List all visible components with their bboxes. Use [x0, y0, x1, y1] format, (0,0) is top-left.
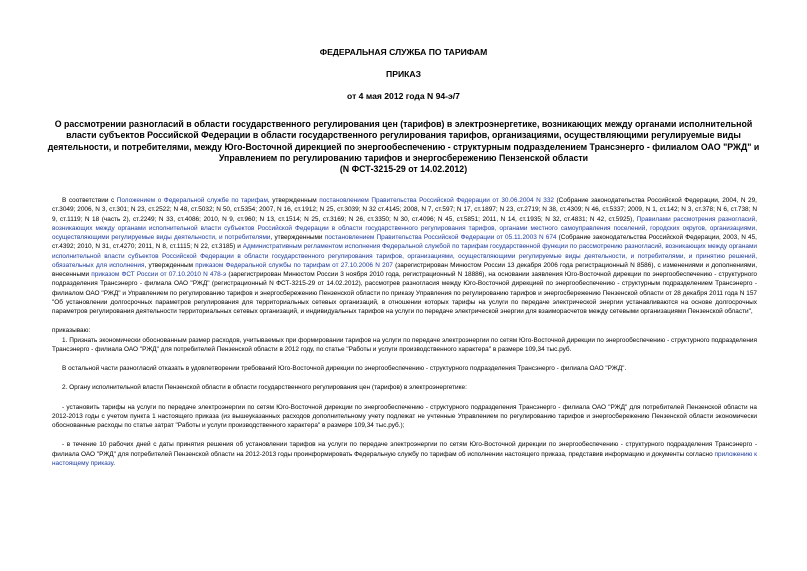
text-fragment: - в течение 10 рабочих дней с даты принятия решения об установлении тарифов на услуги по передаче электроэнергии по сетям Юго-Восточной дирекции по энергообеспечению - структурного подразделения Трансэнерго - филиала ОАО "РЖД" для потребителей Пензенской области на 2012-2013 годы проинформировать Федеральную службу по тарифам об исполнении настоящего приказа, представив информацию и документы согласно — [52, 441, 757, 458]
text-fragment: , утвержденным — [144, 261, 196, 269]
link-fst-order-478[interactable]: приказом ФСТ России от 07.10.2010 N 478-э — [91, 271, 227, 278]
link-dispute-rules[interactable]: Правилами рассмотрения разногласий, возникающих между органами исполнительной власти субъектов Российской Федерации в области государственного регулирования тарифов, органами местного самоуправления поселений, городских округов, организациями, осуществляющими регулируемые виды деятельности, и потребителями — [52, 215, 757, 241]
item-2: 2. Органу исполнительной власти Пензенской области в области государственного регулирования цен (тарифов) в электроэнергетике: — [62, 384, 467, 392]
document-title — [40, 119, 767, 175]
document-type-heading: ПРИКАЗ — [386, 69, 421, 79]
document-body — [52, 196, 757, 468]
text-fragment: (Собрание законодательства Российской Федерации, 2003, N 45, ст.4392; 2010, N 31, ст.4270; 2011, N 8, ст.1115; N 22, ст.3185) и — [52, 234, 757, 251]
order-word: приказываю: — [52, 327, 91, 335]
link-fst-regulation[interactable]: Положением о Федеральной службе по тарифам — [116, 197, 268, 204]
link-government-decree-674[interactable]: постановлением Правительства Российской Федерации от 05.11.2003 N 674 — [324, 234, 557, 241]
link-government-decree-332[interactable]: постановлением Правительства Российской Федерации от 30.06.2004 N 332 — [319, 197, 554, 204]
text-fragment: В соответствии с — [62, 197, 117, 204]
agency-heading: ФЕДЕРАЛЬНАЯ СЛУЖБА ПО ТАРИФАМ — [319, 47, 488, 57]
text-fragment: , утвержденными — [270, 234, 325, 241]
preamble-paragraph — [52, 196, 757, 316]
text-fragment: (зарегистрирован Минюстом России 3 ноября 2010 года, регистрационный N 18886), на основании заявления Юго-Восточной дирекции по энергообеспечению - структурного подразделения Трансэнерго - филиала ОАО "РЖД" (регистрационный N ФСТ-3215-29 от 14.02.2012), рассмотрев разногласия между Юго-Восточной дирекцией по энергообеспечению - структурным подразделением Трансэнерго - филиалом ОАО "РЖД" и Управлением по регулированию тарифов и энергосбережению Пензенской области по приказу Управления по регулированию тарифов и энергосбережению Пензенской области от 28 декабря 2011 года N 157 "Об установлении долгосрочных параметров регулирования для территориальных сетевых организаций, в отношении которых тарифы на услуги по передаче электрической энергии устанавливаются на основе долгосрочных параметров регулирования деятельности территориальных сетевых организаций, и индивидуальных тарифов на услуги по передаче электрической энергии для взаиморасчетов между сетевыми организациями Пензенской области", — [52, 271, 758, 315]
document-date: от 4 мая 2012 года N 94-э/7 — [347, 91, 460, 101]
text-fragment: . — [113, 459, 115, 467]
rest-rejected: В остальной части разногласий отказать в удовлетворении требований Юго-Восточной дирекции по энергообеспечению - структурного подразделения Трансэнерго - филиала ОАО "РЖД". — [62, 365, 627, 372]
link-appendix[interactable]: приложению к настоящему приказу — [52, 450, 757, 467]
title-text: О рассмотрении разногласий в области государственного регулирования цен (тарифов) в электроэнергетике, возникающих между органами исполнительной власти субъектов Российской Федерации в области государственного регулирования тарифов, организациями, осуществляющими регулируемые виды деятельности, и потребителями, между Юго-Восточной дирекцией по энергообеспечению - структурным подразделением Трансэнерго - филиалом ОАО "РЖД" и Управлением по регулированию тарифов и энергосбережению Пензенской области — [47, 119, 760, 163]
text-fragment: (Собрание законодательства Российской Федерации, 2004, N 29, ст.3049; 2006, N 3, ст.301; N 23, ст.2522; N 48, ст.5032; N 50, ст.5354; 2007, N 16, ст.1912; N 25, ст.3039; N 32 ст.4145; 2008, N 7, ст.597; N 17, ст.1897; N 23, ст.2719; N 38, ст.4309; N 46, ст.5337; 2009, N 1, ст.142; N 3, ст.378; N 6, ст.738; N 9, ст.1119; N 18 (часть 2), ст.2249; N 33, ст.4086; 2010, N 9, ст.960; N 13, ст.1514; N 25, ст.3169; N 26, ст.3350; N 30, ст.4096; N 45, ст.5851; 2011, N 14, ст.1935; N 32, ст.4831; N 42, ст.5925), — [52, 197, 757, 223]
text-fragment: , утвержденным — [267, 197, 320, 204]
item-1: 1. Признать экономически обоснованным размер расходов, учитываемых при формировании тарифов на услуги по передаче электроэнергии по сетям Юго-Восточной дирекции по энергообеспечению - структурного подразделения Трансэнерго - филиала ОАО "РЖД" для потребителей Пензенской области в 2012 году, по статье "Работы и услуги производственного характера" в размере 109,34 тыс.руб. — [52, 336, 757, 353]
link-fst-order-207[interactable]: приказом Федеральной службы по тарифам от 27.10.2006 N 207 — [195, 261, 393, 269]
item-2a: - установить тарифы на услуги по передаче электроэнергии по сетям Юго-Восточной дирекции по энергообеспечению - структурного подразделения Трансэнерго - филиала ОАО "РЖД" для потребителей Пензенской области на 2012-2013 годы с учетом пункта 1 настоящего приказа (из вышеуказанных расходов дополнительному учету подлежат не учтенные Управлением по регулированию тарифов и энергосбережению Пензенской области экономически обоснованные расходы по статье затрат "Работы и услуги производственного характера" в размере 109,34 тыс.руб.); — [52, 403, 757, 429]
link-administrative-regulation[interactable]: Административным регламентом исполнения Федеральной службой по тарифам государственной функции по рассмотрению разногласий, возникающих между органами исполнительной власти субъектов Российской Федерации в области государственного регулирования тарифов, организациями, осуществляющими регулируемые виды деятельности, и потребителями, и принятию решений, обязательных для исполнения — [52, 243, 757, 269]
case-number: (N ФСТ-3215-29 от 14.02.2012) — [339, 164, 468, 175]
text-fragment: (зарегистрирован Минюстом России 13 декабря 2006 года регистрационный N 8586), с изменениями и дополнениями, внесенными — [52, 261, 757, 278]
item-2b — [52, 440, 757, 468]
